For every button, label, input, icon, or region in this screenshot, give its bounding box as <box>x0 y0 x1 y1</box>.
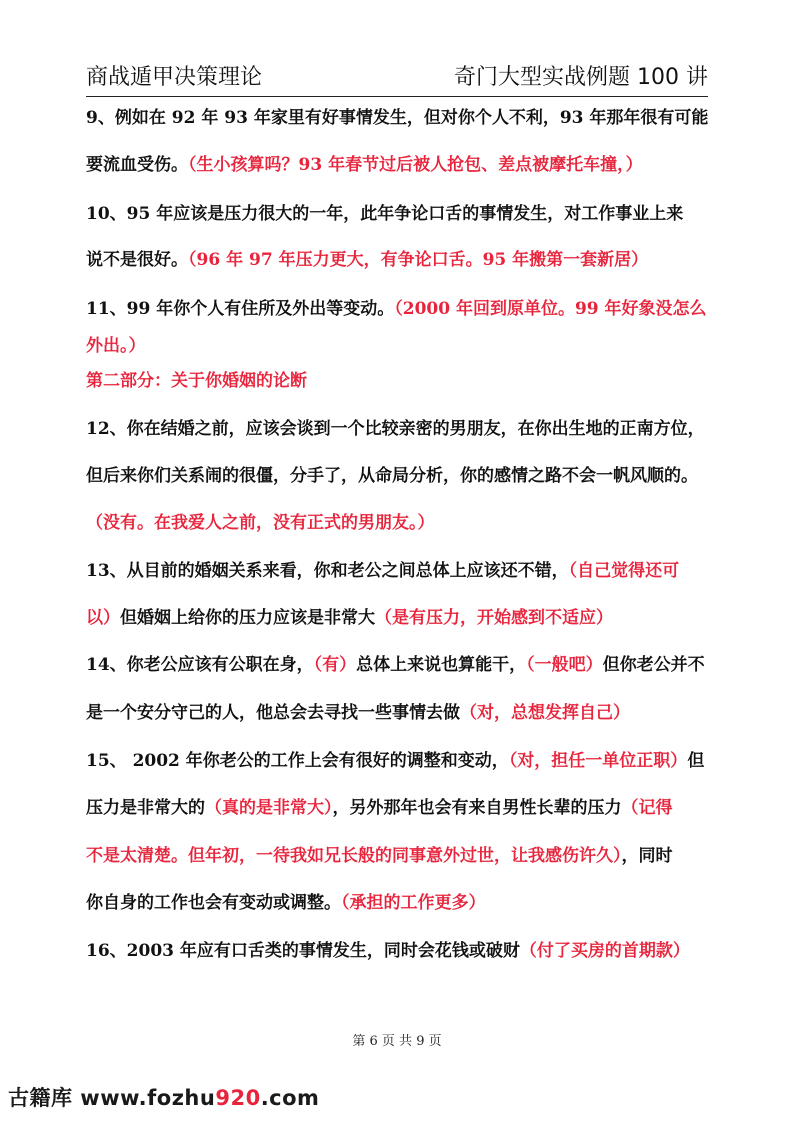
header-title-left: 商战遁甲决策理论 <box>86 65 263 90</box>
page-number: 第 6 页 共 9 页 <box>352 1034 442 1049</box>
body-text: 9、例如在 92 年 93 年家里有好事情发生，但对你个人不利，93 年那年很有可能 <box>86 108 709 128</box>
annotation-text: （2000 年回到原单位。99 年好象没怎么 <box>394 299 707 319</box>
annotation-text: （生小孩算吗？93 年春节过后被人抢包、差点被摩托车撞，） <box>188 155 643 175</box>
annotation-text: （没有。在我爱人之前，没有正式的男朋友。） <box>86 513 435 533</box>
annotation-text: （有） <box>313 655 357 675</box>
body-text: 14、你老公应该有公职在身， <box>86 655 314 675</box>
annotation-text: （对，担任一单位正职） <box>508 751 688 771</box>
watermark-number: 920 <box>215 1086 261 1110</box>
header-title-right: 奇门大型实战例题 100 讲 <box>454 65 708 90</box>
annotation-text: 不是太清楚。但年初，一待我如兄长般的同事意外过世，让我感伤许久） <box>86 846 622 866</box>
text-line <box>86 797 726 819</box>
text-line <box>86 750 726 772</box>
annotation-text: （记得 <box>621 798 673 818</box>
body-text: 11、99 年你个人有住所及外出等变动。 <box>86 299 395 319</box>
annotation-text: （付了买房的首期款） <box>519 941 690 961</box>
annotation-text: 以） <box>86 608 120 628</box>
text-line <box>86 418 726 440</box>
watermark-prefix: 古籍库 www.fozhu <box>8 1086 216 1110</box>
annotation-text: （自己觉得还可 <box>568 561 680 581</box>
body-text: 压力是非常大的 <box>86 798 205 818</box>
body-text: 15、 2002 年你老公的工作上会有很好的调整和变动， <box>86 751 509 771</box>
body-text: 13、从目前的婚姻关系来看，你和老公之间总体上应该还不错， <box>86 561 569 581</box>
body-text: ，同时 <box>621 846 673 866</box>
text-line <box>86 560 726 582</box>
body-text: ，另外那年也会有来自男性长辈的压力 <box>332 798 622 818</box>
body-text: 你自身的工作也会有变动或调整。 <box>86 893 341 913</box>
annotation-text: （是有压力，开始感到不适应） <box>375 608 613 628</box>
annotation-text: （承担的工作更多） <box>341 893 486 913</box>
text-line <box>86 607 726 629</box>
body-text: 说不是很好。 <box>86 250 188 270</box>
text-line <box>86 335 726 357</box>
site-watermark <box>8 1082 319 1112</box>
body-text: 总体上来说也算能干， <box>356 655 527 675</box>
body-text: 要流血受伤。 <box>86 155 188 175</box>
body-text: 但后来你们关系闹的很僵，分手了，从命局分析，你的感情之路不会一帆风顺的。 <box>86 466 698 486</box>
annotation-text: （96 年 97 年压力更大，有争论口舌。95 年搬第一套新居） <box>188 250 649 270</box>
text-line <box>86 654 726 676</box>
annotation-text: （对，总想发挥自己） <box>460 703 630 723</box>
body-text: 16、2003 年应有口舌类的事情发生，同时会花钱或破财 <box>86 941 520 961</box>
text-line <box>86 512 726 534</box>
text-line <box>86 298 726 320</box>
text-line <box>86 370 726 392</box>
page-header <box>86 64 708 97</box>
body-text: 但 <box>687 751 705 771</box>
annotation-text: （真的是非常大） <box>205 798 333 818</box>
text-line <box>86 892 726 914</box>
annotation-text: 外出。） <box>86 336 146 356</box>
text-line <box>86 107 726 129</box>
body-text: 但婚姻上给你的压力应该是非常大 <box>120 608 375 628</box>
body-text: 10、95 年应该是压力很大的一年，此年争论口舌的事情发生，对工作事业上来 <box>86 204 684 224</box>
text-line <box>86 154 726 176</box>
body-text: 是一个安分守己的人，他总会去寻找一些事情去做 <box>86 703 460 723</box>
text-line <box>86 203 726 225</box>
text-line <box>86 465 726 487</box>
watermark-suffix: .com <box>260 1086 320 1110</box>
text-line <box>86 702 726 724</box>
text-line <box>86 249 726 271</box>
text-line <box>86 940 726 962</box>
annotation-text: 第二部分：关于你婚姻的论断 <box>86 371 307 391</box>
text-line <box>86 845 726 867</box>
body-text: 12、你在结婚之前，应该会谈到一个比较亲密的男朋友，在你出生地的正南方位， <box>86 419 705 439</box>
body-text: 但你老公并不 <box>602 655 705 675</box>
annotation-text: （一般吧） <box>526 655 603 675</box>
